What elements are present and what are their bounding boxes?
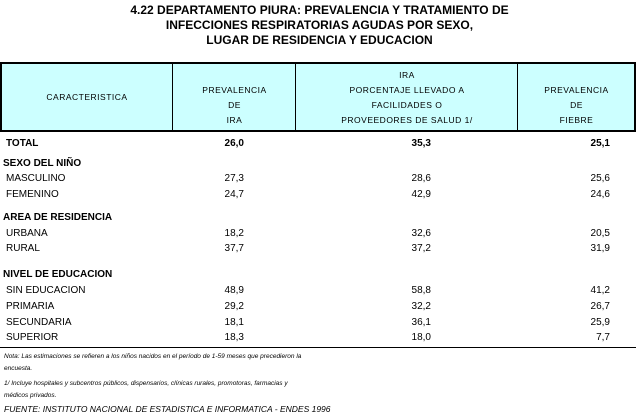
- cell-porcentaje-llevado: 37,2: [411, 243, 431, 254]
- cell-prevalencia-fiebre: 25,9: [590, 317, 610, 328]
- header-text: DE: [570, 100, 583, 110]
- cell-prevalencia-ira: 48,9: [224, 285, 244, 296]
- table-row: [0, 187, 636, 202]
- row-label: SIN EDUCACION: [6, 285, 86, 296]
- section-heading: [0, 267, 636, 282]
- table-row: [0, 299, 636, 314]
- cell-prevalencia-ira: 37,7: [224, 243, 244, 254]
- footnote: encuesta.: [4, 365, 33, 372]
- table-bottom-rule: [0, 347, 636, 348]
- title-line-2: INFECCIONES RESPIRATORIAS AGUDAS POR SEXO,: [165, 18, 474, 32]
- cell-prevalencia-ira: 29,2: [224, 301, 244, 312]
- footnote: Nota: Las estimaciones se refieren a los niños nacidos en el período de 1-59 meses que precedieron la: [4, 353, 302, 360]
- cell-prevalencia-fiebre: 25,6: [590, 173, 610, 184]
- cell-porcentaje-llevado: 28,6: [411, 173, 431, 184]
- section-heading: [0, 156, 636, 171]
- total-row: [0, 136, 636, 151]
- cell-prevalencia-ira: 18,1: [224, 317, 244, 328]
- table-row: [0, 315, 636, 330]
- cell-porcentaje-llevado: 35,3: [411, 138, 431, 149]
- cell-prevalencia-fiebre: 25,1: [590, 138, 610, 149]
- cell-porcentaje-llevado: 18,0: [411, 332, 431, 343]
- row-label: FEMENINO: [6, 189, 59, 200]
- section-title: NIVEL DE EDUCACION: [3, 269, 113, 280]
- cell-porcentaje-llevado: 42,9: [411, 189, 431, 200]
- row-label: SECUNDARIA: [6, 317, 72, 328]
- header-ira-porcentaje: [295, 64, 518, 130]
- row-label: MASCULINO: [6, 173, 66, 184]
- header-text: FIEBRE: [559, 115, 594, 125]
- header-text: FACILIDADES O: [371, 100, 443, 110]
- cell-prevalencia-ira: 26,0: [224, 138, 244, 149]
- header-text: CARACTERISTICA: [46, 91, 128, 102]
- header-text: PROVEEDORES DE SALUD 1/: [341, 115, 473, 125]
- row-label: RURAL: [6, 243, 40, 254]
- cell-prevalencia-ira: 24,7: [224, 189, 244, 200]
- footnote: médicos privados.: [4, 392, 57, 399]
- row-label: PRIMARIA: [6, 301, 55, 312]
- header-caracteristica: [2, 64, 172, 130]
- header-prevalencia-ira: [172, 64, 296, 130]
- header-text: DE: [228, 100, 241, 110]
- cell-prevalencia-fiebre: 7,7: [596, 332, 610, 343]
- cell-prevalencia-fiebre: 41,2: [590, 285, 610, 296]
- table-row: [0, 171, 636, 186]
- row-label: SUPERIOR: [6, 332, 59, 343]
- table-row: [0, 330, 636, 345]
- cell-prevalencia-fiebre: 20,5: [590, 228, 610, 239]
- header-text: PORCENTAJE LLEVADO A: [349, 85, 465, 95]
- section-heading: [0, 210, 636, 225]
- header-text: IRA: [226, 115, 243, 125]
- row-label: TOTAL: [6, 138, 39, 149]
- header-text: PREVALENCIA: [544, 85, 609, 95]
- page-title: [0, 3, 639, 48]
- table-row: [0, 283, 636, 298]
- source-line: FUENTE: INSTITUTO NACIONAL DE ESTADISTICA E INFORMATICA - ENDES 1996: [4, 404, 331, 414]
- cell-prevalencia-fiebre: 24,6: [590, 189, 610, 200]
- table-row: [0, 226, 636, 241]
- cell-porcentaje-llevado: 32,2: [411, 301, 431, 312]
- section-title: AREA DE RESIDENCIA: [3, 212, 113, 223]
- title-line-3: LUGAR DE RESIDENCIA Y EDUCACION: [206, 33, 433, 47]
- cell-prevalencia-ira: 18,3: [224, 332, 244, 343]
- table-header: [0, 62, 636, 132]
- cell-prevalencia-fiebre: 31,9: [590, 243, 610, 254]
- cell-prevalencia-ira: 27,3: [224, 173, 244, 184]
- header-text: PREVALENCIA: [202, 85, 267, 95]
- row-label: URBANA: [6, 228, 48, 239]
- footnote: 1/ Incluye hospitales y subcentros públicos, dispensarios, clínicas rurales, promotoras, farmacias y: [4, 380, 288, 387]
- cell-prevalencia-fiebre: 26,7: [590, 301, 610, 312]
- header-prevalencia-fiebre: [517, 64, 635, 130]
- cell-porcentaje-llevado: 36,1: [411, 317, 431, 328]
- cell-prevalencia-ira: 18,2: [224, 228, 244, 239]
- cell-porcentaje-llevado: 58,8: [411, 285, 431, 296]
- header-text: IRA: [399, 70, 415, 80]
- title-line-1: 4.22 DEPARTAMENTO PIURA: PREVALENCIA Y TRATAMIENTO DE: [130, 3, 509, 17]
- section-title: SEXO DEL NIÑO: [3, 158, 82, 169]
- table-row: [0, 241, 636, 256]
- cell-porcentaje-llevado: 32,6: [411, 228, 431, 239]
